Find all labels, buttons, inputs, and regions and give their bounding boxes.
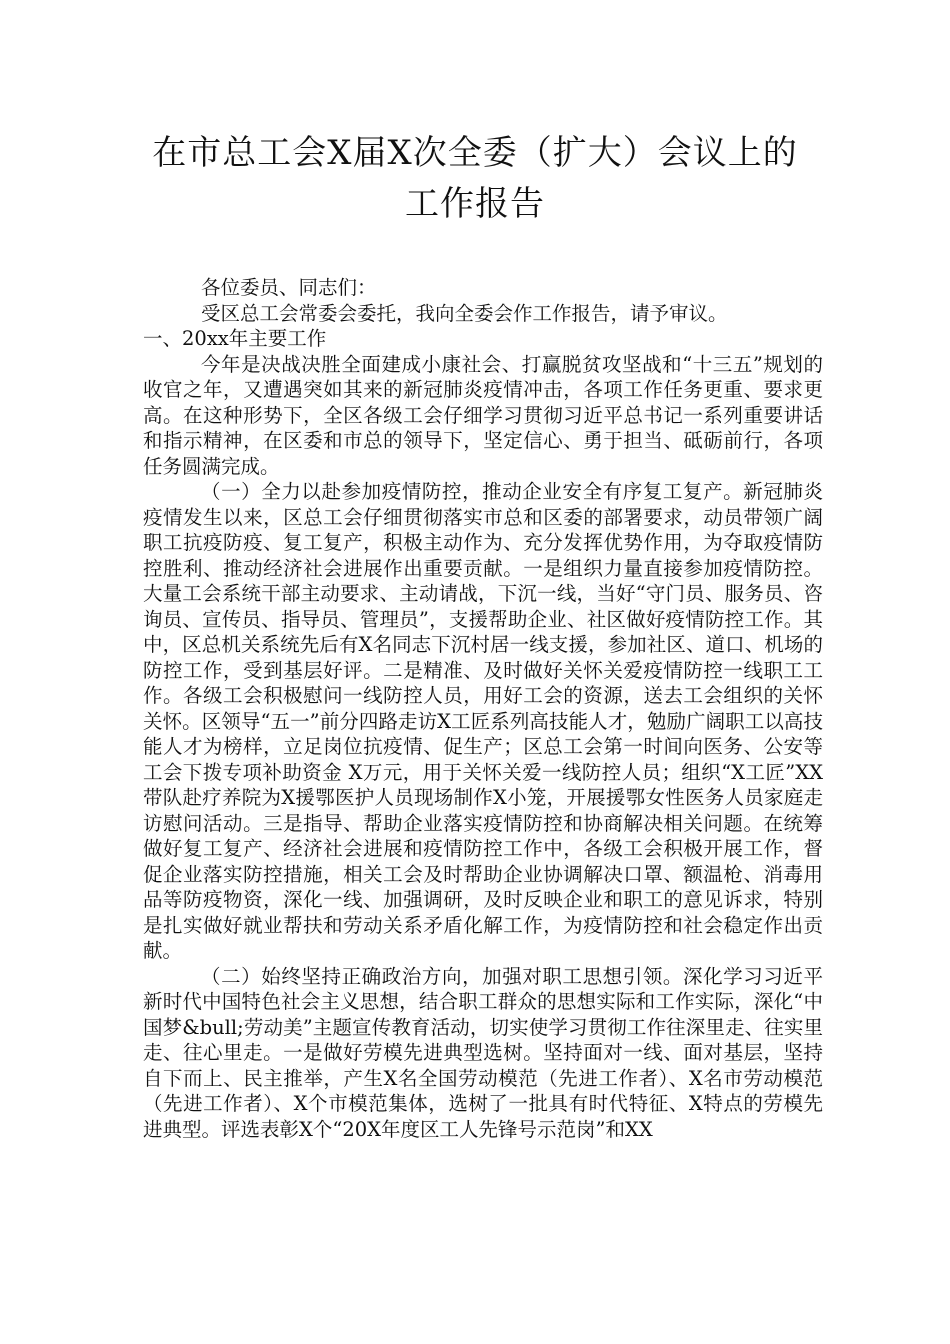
document-body [143,275,823,1142]
paragraph-overview: 今年是决战决胜全面建成小康社会、打赢脱贫攻坚战和“十三五”规划的收官之年，又遭遇突如其来的新冠肺炎疫情冲击，各项工作任务更重、要求更高。在这种形势下，全区各级工会仔细学习贯彻习近平总书记一系列重要讲话和指示精神，在区委和市总的领导下，坚定信心、勇于担当、砥砺前行，各项任务圆满完成。 [143,352,823,478]
salutation: 各位委员、同志们： [201,276,377,299]
document-title [120,128,830,230]
title-line-2: 工作报告 [405,184,545,224]
title-line-1: 在市总工会X届X次全委（扩大）会议上的 [152,133,798,173]
paragraph-section-2: （二）始终坚持正确政治方向，加强对职工思想引领。深化学习习近平新时代中国特色社会主义思想，结合职工群众的思想实际和工作实际，深化“中国梦&bull;劳动美”主题宣传教育活动，切实使学习贯彻工作往深里走、往实里走、往心里走。一是做好劳模先进典型选树。坚持面对一线、面对基层，坚持自下而上、民主推举，产生X名全国劳动模范（先进工作者）、X名市劳动模范（先进工作者）、X个市模范集体，选树了一批具有时代特征、X特点的劳模先进典型。评选表彰X个“20X年度区工人先锋号示范岗”和XX [143,964,823,1141]
paragraph-intro: 受区总工会常委会委托，我向全委会作工作报告，请予审议。 [201,301,728,325]
section-heading: 一、20xx年主要工作 [143,327,327,350]
paragraph-section-1: （一）全力以赴参加疫情防控，推动企业安全有序复工复产。新冠肺炎疫情发生以来，区总工会仔细贯彻落实市总和区委的部署要求，动员带领广阔职工抗疫防疫、复工复产，积极主动作为、充分发挥优势作用，为夺取疫情防控胜利、推动经济社会进展作出重要贡献。一是组织力量直接参加疫情防控。大量工会系统干部主动要求、主动请战，下沉一线，当好“守门员、服务员、咨询员、宣传员、指导员、管理员”，支援帮助企业、社区做好疫情防控工作。其中，区总机关系统先后有X名同志下沉村居一线支援，参加社区、道口、机场的防控工作，受到基层好评。二是精准、及时做好关怀关爱疫情防控一线职工工作。各级工会积极慰问一线防控人员，用好工会的资源，送去工会组织的关怀关怀。区领导“五一”前分四路走访X工匠系列高技能人才，勉励广阔职工以高技能人才为榜样，立足岗位抗疫情、促生产；区总工会第一时间向医务、公安等工会下拨专项补助资金 X万元，用于关怀关爱一线防控人员；组织“X工匠”XX带队赴疗养院为X援鄂医护人员现场制作X小笼，开展援鄂女性医务人员家庭走访慰问活动。三是指导、帮助企业落实疫情防控和协商解决相关问题。在统筹做好复工复产、经济社会进展和疫情防控工作中，各级工会积极开展工作，督促企业落实防控措施，相关工会及时帮助企业协调解决口罩、额温枪、消毒用品等防疫物资，深化一线、加强调研，及时反映企业和职工的意见诉求，特别是扎实做好就业帮扶和劳动关系矛盾化解工作，为疫情防控和社会稳定作出贡献。 [143,480,823,962]
